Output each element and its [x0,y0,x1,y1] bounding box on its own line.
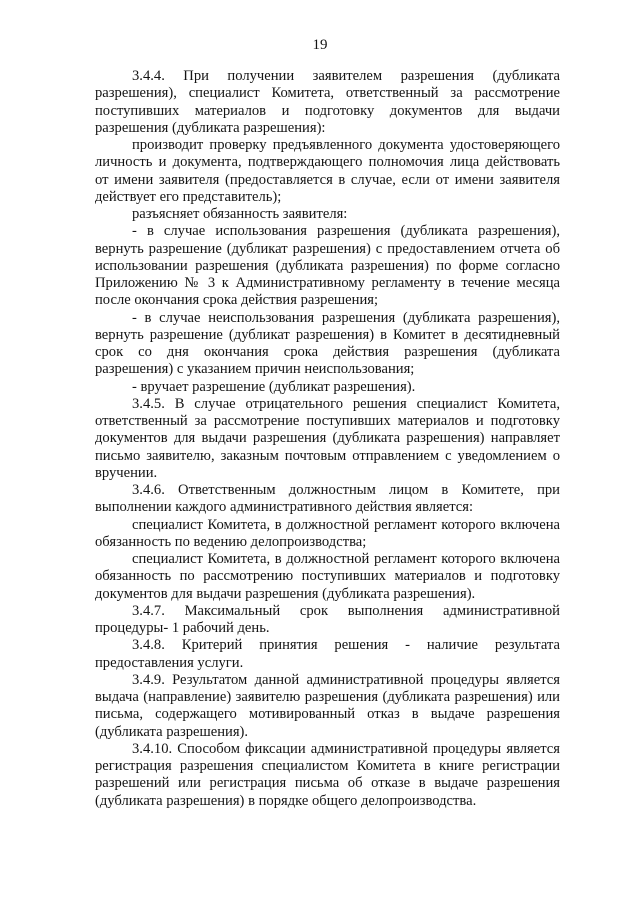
document-body [95,68,560,810]
paragraph-explains-duty: разъясняет обязанность заявителя: [132,206,348,222]
page-number: 19 [312,37,328,53]
paragraph-3-4-10: 3.4.10. Способом фиксации административной процедуры является регистрация разрешения специалистом Комитета в книге регистрации разрешений или регистрация письма об отказе в выдаче разрешения (дубликата разрешения) в порядке общего делопроизводства. [95,740,560,809]
paragraph-3-4-4: 3.4.4. При получении заявителем разрешения (дубликата разрешения), специалист Комитета, ответственный за рассмотрение поступивших материалов и подготовку документов для выдачи разрешения (дубликата разрешения): [95,68,560,136]
paragraph-3-4-7: 3.4.7. Максимальный срок выполнения административной процедуры- 1 рабочий день. [95,602,560,636]
paragraph-3-4-5: 3.4.5. В случае отрицательного решения специалист Комитета, ответственный за рассмотрение поступивших материалов и подготовку документов для выдачи разрешения (дубликата разрешения) направляет письмо заявителю, заказным почтовым отправлением с уведомлением о вручении. [95,395,560,481]
paragraph-3-4-6: 3.4.6. Ответственным должностным лицом в Комитете, при выполнении каждого административного действия является: [95,482,560,516]
paragraph-hands-over: - вручает разрешение (дубликат разрешения). [132,378,416,395]
paragraph-3-4-8: 3.4.8. Критерий принятия решения - наличие результата предоставления услуги. [95,637,560,671]
paragraph-duty-unused: - в случае неиспользования разрешения (дубликата разрешения), вернуть разрешение (дубликат разрешения) в Комитет в десятидневный срок со дня окончания срока действия разрешения (дубликата разрешения) с указанием причин неиспользования; [95,309,560,378]
paragraph-records-specialist: специалист Комитета, в должностной регламент которого включена обязанность по ведению делопроизводства; [95,516,560,550]
paragraph-duty-used: - в случае использования разрешения (дубликата разрешения), вернуть разрешение (дубликат разрешения) с предоставлением отчета об использовании разрешения (дубликата разрешения) по форме согласно Приложению № 3 к Административному регламенту в течение месяца после окончания срока действия разрешения; [95,223,560,309]
paragraph-3-4-9: 3.4.9. Результатом данной административной процедуры является выдача (направление) заявителю разрешения (дубликата разрешения) или письма, содержащего мотивированный отказ в выдаче разрешения (дубликата разрешения). [95,671,560,740]
paragraph-review-specialist: специалист Комитета, в должностной регламент которого включена обязанность по рассмотрению поступивших материалов и подготовку документов для выдачи разрешения (дубликата разрешения). [95,551,560,602]
paragraph-identity-check: производит проверку предъявленного документа удостоверяющего личность и документа, подтверждающего полномочия лица действовать от имени заявителя (предоставляется в случае, если от имени заявителя действует его представитель); [95,137,560,205]
